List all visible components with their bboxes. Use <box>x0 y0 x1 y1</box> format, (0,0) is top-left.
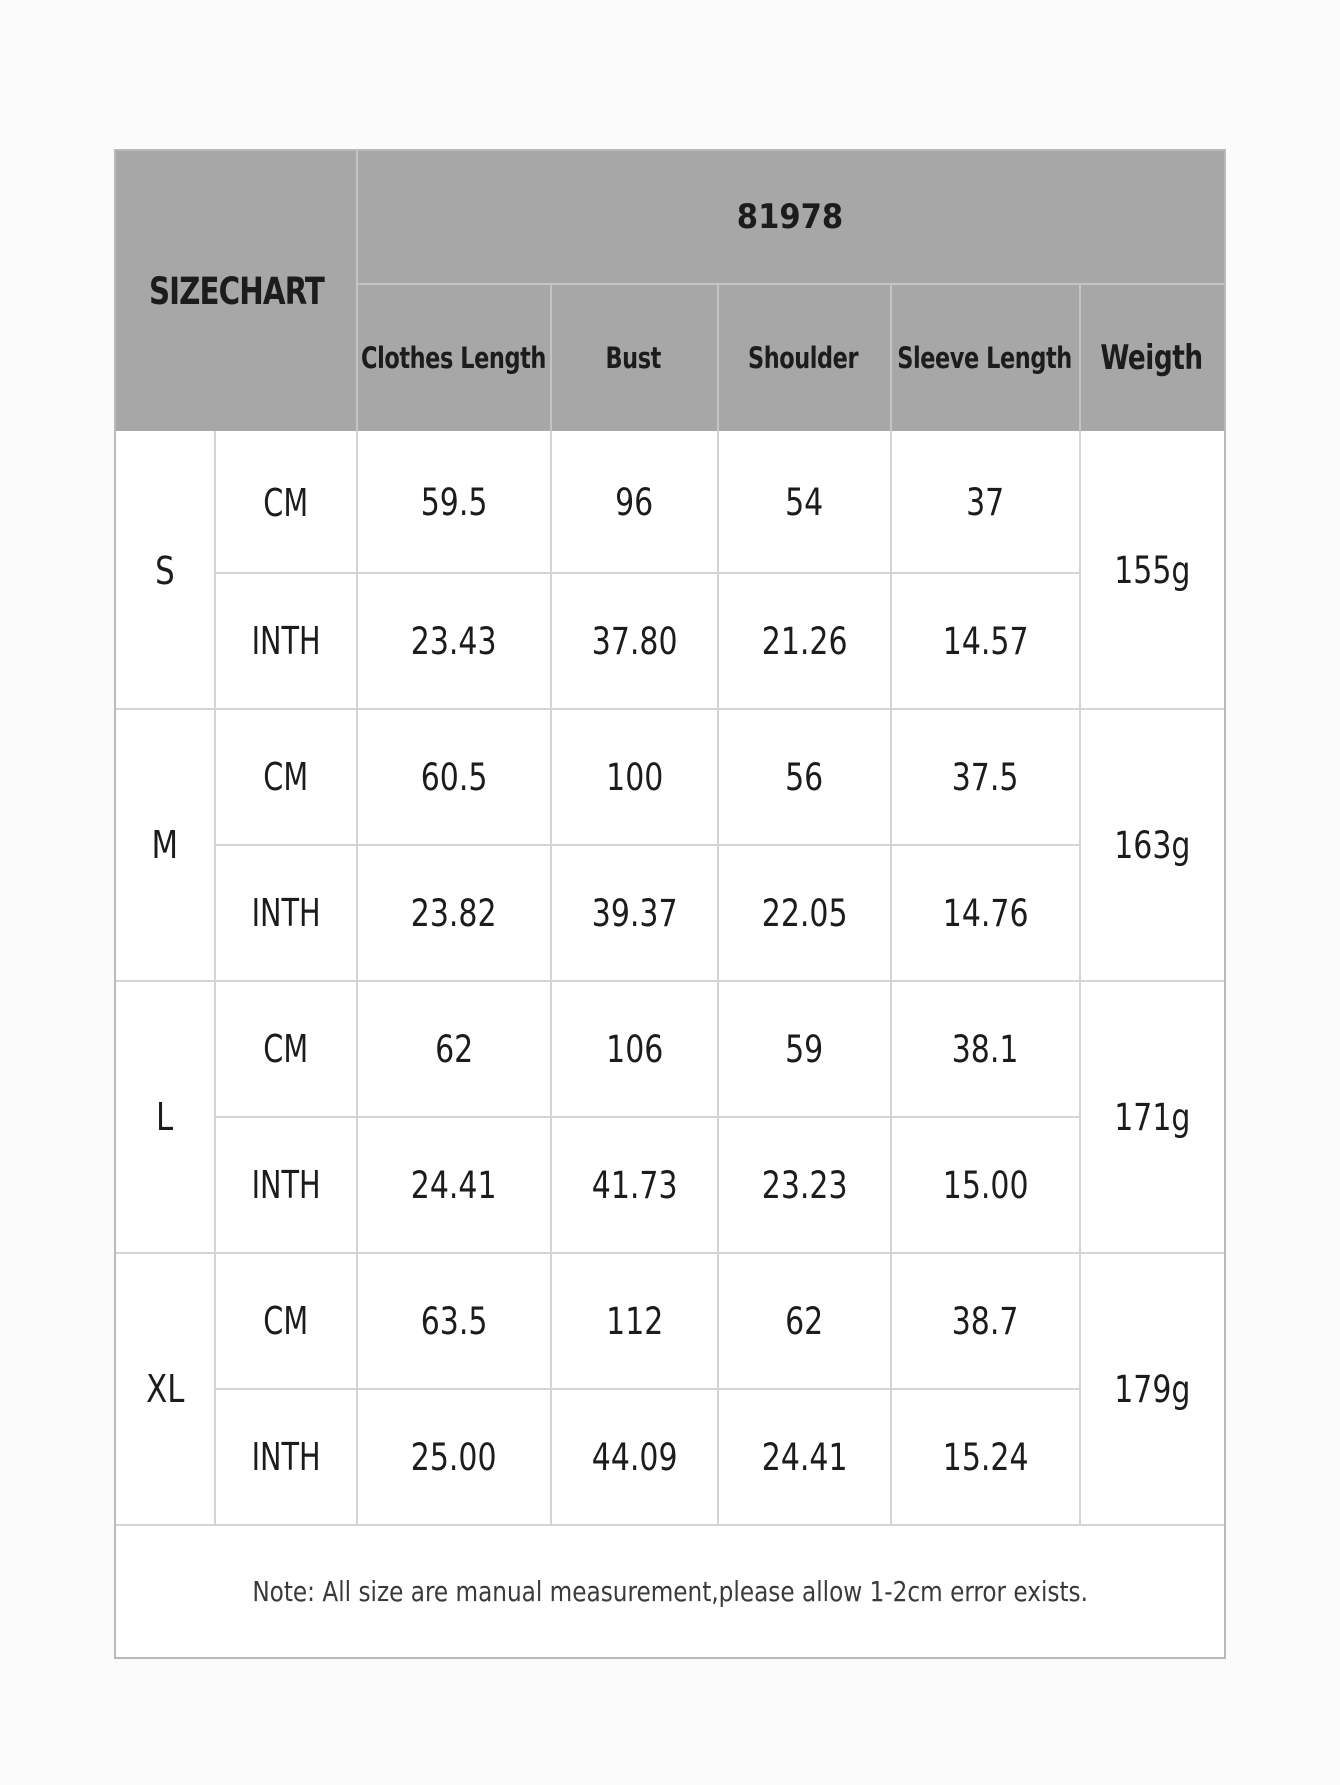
value-cell <box>892 982 1079 1116</box>
value-cell <box>892 1254 1079 1388</box>
value-cell <box>552 982 717 1116</box>
unit-cell <box>216 710 356 844</box>
value-cell <box>892 433 1079 572</box>
value-cell <box>552 574 717 708</box>
value-cell <box>358 1118 550 1252</box>
unit-label: CM <box>263 480 309 525</box>
value-cell <box>719 710 890 844</box>
value-cell <box>552 1118 717 1252</box>
column-header-label: Bust <box>605 341 662 375</box>
value-cell <box>892 1390 1079 1524</box>
value: 62 <box>785 1299 824 1343</box>
value-cell <box>552 1254 717 1388</box>
value-cell <box>358 846 550 980</box>
value: 14.76 <box>942 891 1029 935</box>
value: 62 <box>434 1027 474 1071</box>
value: 106 <box>605 1027 664 1071</box>
weight-cell <box>1081 710 1224 980</box>
chart-title-cell <box>116 151 356 431</box>
value-cell <box>719 1254 890 1388</box>
value: 100 <box>605 755 664 799</box>
column-header <box>356 285 550 431</box>
value: 38.1 <box>952 1027 1019 1071</box>
column-header-label: Clothes Length <box>360 341 546 375</box>
value-cell <box>892 1118 1079 1252</box>
unit-cell <box>216 1118 356 1252</box>
value: 112 <box>605 1299 664 1343</box>
unit-label: CM <box>263 1027 309 1071</box>
value-cell <box>719 982 890 1116</box>
value: 59.5 <box>420 481 488 524</box>
value-cell <box>358 433 550 572</box>
value: 56 <box>785 755 824 799</box>
unit-cell <box>216 1390 356 1524</box>
value: 23.23 <box>761 1163 848 1207</box>
note-cell <box>116 1526 1224 1657</box>
value: 25.00 <box>411 1435 497 1479</box>
size-label: S <box>155 548 175 593</box>
value: 23.43 <box>411 619 497 663</box>
value-cell <box>719 433 890 572</box>
unit-cell <box>216 846 356 980</box>
value-cell <box>552 710 717 844</box>
value: 15.00 <box>942 1163 1029 1207</box>
chart-title: SIZECHART <box>148 269 324 313</box>
unit-label: INTH <box>251 1163 321 1207</box>
weight-value: 171g <box>1114 1095 1191 1139</box>
unit-label: INTH <box>251 619 321 663</box>
weight-value: 155g <box>1114 549 1191 592</box>
unit-cell <box>216 433 356 572</box>
value: 54 <box>785 481 824 524</box>
value-cell <box>719 846 890 980</box>
value-cell <box>358 574 550 708</box>
value: 21.26 <box>761 619 848 663</box>
value: 23.82 <box>411 891 497 935</box>
value-cell <box>552 433 717 572</box>
column-header <box>717 285 890 431</box>
value: 60.5 <box>420 755 488 799</box>
unit-label: CM <box>263 755 309 799</box>
column-header-label: Weigth <box>1100 338 1203 378</box>
size-chart-table <box>114 149 1226 1659</box>
value-cell <box>892 846 1079 980</box>
value-cell <box>892 710 1079 844</box>
value: 24.41 <box>761 1435 848 1479</box>
unit-label: INTH <box>251 891 321 935</box>
size-label-cell <box>116 433 214 708</box>
product-code-cell <box>356 151 1224 283</box>
unit-cell <box>216 1254 356 1388</box>
value: 24.41 <box>411 1163 497 1207</box>
size-label-cell <box>116 710 214 980</box>
value-cell <box>358 1254 550 1388</box>
value: 63.5 <box>420 1299 488 1343</box>
value: 14.57 <box>942 619 1029 663</box>
value-cell <box>892 574 1079 708</box>
weight-cell <box>1081 982 1224 1252</box>
weight-cell <box>1081 1254 1224 1524</box>
weight-value: 163g <box>1114 823 1191 867</box>
size-label: M <box>151 823 179 867</box>
column-header <box>550 285 717 431</box>
value-cell <box>358 1390 550 1524</box>
product-code: 81978 <box>736 197 844 237</box>
value: 22.05 <box>761 891 848 935</box>
value-cell <box>719 1118 890 1252</box>
value-cell <box>719 1390 890 1524</box>
value: 39.37 <box>591 891 678 935</box>
value-cell <box>358 710 550 844</box>
measurement-note: Note: All size are manual measurement,please allow 1-2cm error exists. <box>252 1575 1088 1608</box>
column-header <box>1079 285 1224 431</box>
value-cell <box>552 1390 717 1524</box>
value-cell <box>358 982 550 1116</box>
column-header <box>890 285 1079 431</box>
value-cell <box>552 846 717 980</box>
unit-label: INTH <box>251 1435 321 1479</box>
weight-value: 179g <box>1114 1367 1191 1411</box>
column-header-label: Shoulder <box>748 341 859 375</box>
value: 96 <box>615 481 654 524</box>
value: 37.5 <box>952 755 1019 799</box>
unit-cell <box>216 982 356 1116</box>
size-label: XL <box>145 1367 185 1411</box>
value-cell <box>719 574 890 708</box>
unit-cell <box>216 574 356 708</box>
value: 41.73 <box>591 1163 678 1207</box>
value: 37 <box>966 481 1005 524</box>
weight-cell <box>1081 433 1224 708</box>
value: 59 <box>785 1027 824 1071</box>
unit-label: CM <box>263 1299 309 1343</box>
size-label-cell <box>116 982 214 1252</box>
value: 37.80 <box>591 619 678 663</box>
size-label: L <box>156 1095 174 1139</box>
value: 38.7 <box>952 1299 1019 1343</box>
value: 44.09 <box>591 1435 678 1479</box>
column-header-label: Sleeve Length <box>897 341 1072 375</box>
value: 15.24 <box>942 1435 1029 1479</box>
size-label-cell <box>116 1254 214 1524</box>
